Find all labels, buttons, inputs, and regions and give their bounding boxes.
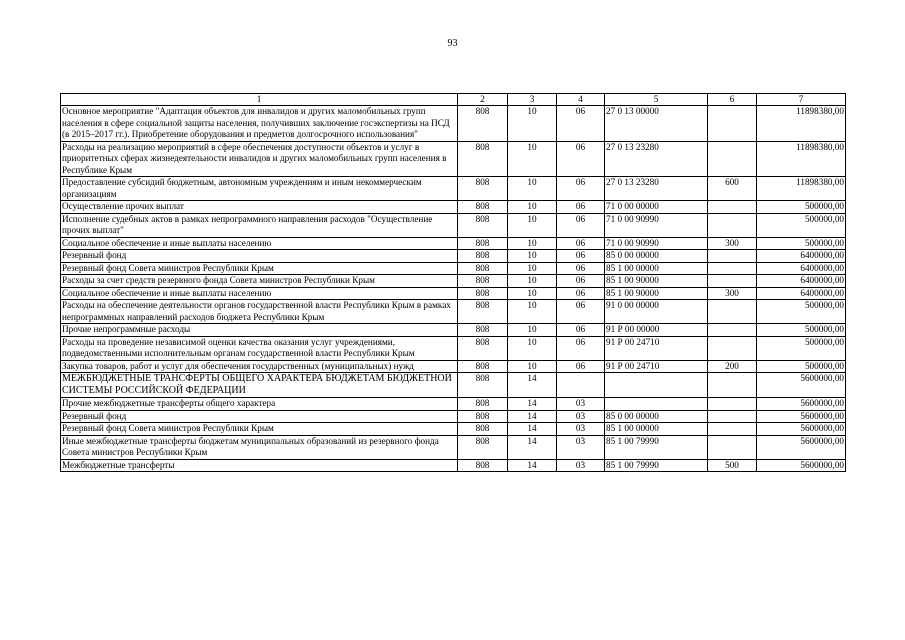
- cell-vr: [708, 300, 757, 324]
- cell-pr: 06: [557, 201, 605, 214]
- table-row: [61, 398, 846, 411]
- cell-grbs: 808: [458, 459, 508, 472]
- cell-rz: 10: [508, 177, 557, 201]
- cell-vr: [708, 262, 757, 275]
- cell-csr: 91 0 00 00000: [605, 300, 708, 324]
- cell-csr: 91 Р 00 00000: [605, 324, 708, 337]
- table-row: [61, 300, 846, 324]
- cell-rz: 10: [508, 336, 557, 360]
- cell-csr: 27 0 13 00000: [605, 106, 708, 142]
- cell-sum: 5600000,00: [757, 459, 846, 472]
- cell-name: Расходы на проведение независимой оценки качества оказания услуг учреждениями, подведомственными исполнительным органам государственной власти Республики Крым: [61, 336, 458, 360]
- cell-name: Расходы на реализацию мероприятий в сфере обеспечения доступности объектов и услуг в приоритетных сферах жизнедеятельности инвалидов и других маломобильных групп населения в Республике Крым: [61, 141, 458, 177]
- page-number: 93: [447, 38, 458, 49]
- cell-sum: 6400000,00: [757, 275, 846, 288]
- header-pr: 4: [557, 94, 605, 106]
- cell-rz: 10: [508, 250, 557, 263]
- cell-name: Резервный фонд Совета министров Республики Крым: [61, 262, 458, 275]
- cell-name: Осуществление прочих выплат: [61, 201, 458, 214]
- cell-grbs: 808: [458, 287, 508, 300]
- cell-name: Резервный фонд Совета министров Республики Крым: [61, 423, 458, 436]
- cell-name: Межбюджетные трансферты: [61, 459, 458, 472]
- cell-vr: [708, 201, 757, 214]
- cell-pr: 06: [557, 287, 605, 300]
- cell-sum: 6400000,00: [757, 250, 846, 263]
- table-row: [61, 324, 846, 337]
- cell-grbs: 808: [458, 141, 508, 177]
- cell-rz: 10: [508, 287, 557, 300]
- cell-csr: 85 1 00 00000: [605, 423, 708, 436]
- cell-sum: 500000,00: [757, 213, 846, 237]
- cell-csr: 91 Р 00 24710: [605, 336, 708, 360]
- header-rz: 3: [508, 94, 557, 106]
- cell-vr: 500: [708, 459, 757, 472]
- cell-sum: 5600000,00: [757, 410, 846, 423]
- cell-name: Прочие непрограммные расходы: [61, 324, 458, 337]
- cell-vr: [708, 250, 757, 263]
- cell-sum: 6400000,00: [757, 262, 846, 275]
- cell-vr: [708, 324, 757, 337]
- cell-rz: 14: [508, 373, 557, 398]
- cell-grbs: 808: [458, 106, 508, 142]
- header-vr: 6: [708, 94, 757, 106]
- cell-rz: 14: [508, 435, 557, 459]
- table-row: [61, 410, 846, 423]
- cell-grbs: 808: [458, 250, 508, 263]
- cell-grbs: 808: [458, 201, 508, 214]
- table-row: [61, 459, 846, 472]
- cell-grbs: 808: [458, 336, 508, 360]
- cell-rz: 10: [508, 201, 557, 214]
- cell-pr: 06: [557, 250, 605, 263]
- cell-name: Расходы за счет средств резервного фонда Совета министров Республики Крым: [61, 275, 458, 288]
- table-row: [61, 250, 846, 263]
- table-row: [61, 201, 846, 214]
- table-row: [61, 275, 846, 288]
- cell-csr: 71 0 00 00000: [605, 201, 708, 214]
- cell-pr: 06: [557, 213, 605, 237]
- budget-table: [60, 93, 846, 472]
- cell-rz: 10: [508, 262, 557, 275]
- cell-name: Предоставление субсидий бюджетным, автономным учреждениям и иным некоммерческим организациям: [61, 177, 458, 201]
- cell-rz: 10: [508, 141, 557, 177]
- cell-rz: 10: [508, 213, 557, 237]
- cell-vr: [708, 141, 757, 177]
- cell-sum: 11898380,00: [757, 106, 846, 142]
- cell-vr: [708, 410, 757, 423]
- cell-sum: 5600000,00: [757, 435, 846, 459]
- cell-pr: 03: [557, 423, 605, 436]
- cell-pr: 06: [557, 106, 605, 142]
- cell-vr: [708, 106, 757, 142]
- cell-csr: 85 1 00 90000: [605, 275, 708, 288]
- table-row: [61, 336, 846, 360]
- cell-sum: 500000,00: [757, 201, 846, 214]
- cell-name: Иные межбюджетные трансферты бюджетам муниципальных образований из резервного фонда Совета министров Республики Крым: [61, 435, 458, 459]
- cell-csr: 91 Р 00 24710: [605, 360, 708, 373]
- table-row: [61, 360, 846, 373]
- cell-vr: [708, 213, 757, 237]
- cell-grbs: 808: [458, 262, 508, 275]
- cell-name: Основное мероприятие "Адаптация объектов для инвалидов и других маломобильных групп населения в сфере социальной защиты населения, получивших заключение госэкспертизы на ПСД (в 2015–2017 гг.). Приобретение оборудования и предметов долгосрочного использования": [61, 106, 458, 142]
- cell-grbs: 808: [458, 410, 508, 423]
- cell-sum: 11898380,00: [757, 141, 846, 177]
- cell-vr: 300: [708, 287, 757, 300]
- cell-sum: 500000,00: [757, 300, 846, 324]
- cell-grbs: 808: [458, 435, 508, 459]
- cell-sum: 6400000,00: [757, 287, 846, 300]
- cell-pr: 06: [557, 262, 605, 275]
- header-row: [61, 94, 846, 106]
- header-grbs: 2: [458, 94, 508, 106]
- header-name: 1: [61, 94, 458, 106]
- cell-csr: [605, 373, 708, 398]
- cell-pr: 03: [557, 459, 605, 472]
- cell-pr: 06: [557, 177, 605, 201]
- cell-vr: [708, 275, 757, 288]
- header-csr: 5: [605, 94, 708, 106]
- cell-grbs: 808: [458, 213, 508, 237]
- cell-grbs: 808: [458, 360, 508, 373]
- cell-name: Социальное обеспечение и иные выплаты населению: [61, 237, 458, 250]
- cell-grbs: 808: [458, 300, 508, 324]
- cell-name: Резервный фонд: [61, 250, 458, 263]
- cell-sum: 500000,00: [757, 237, 846, 250]
- cell-csr: 85 0 00 00000: [605, 410, 708, 423]
- cell-sum: 5600000,00: [757, 423, 846, 436]
- table-row: [61, 141, 846, 177]
- cell-grbs: 808: [458, 324, 508, 337]
- cell-pr: 03: [557, 410, 605, 423]
- cell-vr: [708, 435, 757, 459]
- cell-pr: 03: [557, 398, 605, 411]
- cell-vr: [708, 423, 757, 436]
- cell-rz: 10: [508, 275, 557, 288]
- cell-rz: 14: [508, 459, 557, 472]
- cell-grbs: 808: [458, 237, 508, 250]
- cell-grbs: 808: [458, 398, 508, 411]
- header-sum: 7: [757, 94, 846, 106]
- cell-rz: 10: [508, 237, 557, 250]
- cell-pr: [557, 373, 605, 398]
- table-row: [61, 213, 846, 237]
- cell-sum: 500000,00: [757, 324, 846, 337]
- cell-sum: 500000,00: [757, 336, 846, 360]
- cell-csr: 85 0 00 00000: [605, 250, 708, 263]
- cell-vr: 600: [708, 177, 757, 201]
- cell-rz: 14: [508, 423, 557, 436]
- cell-rz: 14: [508, 398, 557, 411]
- cell-pr: 06: [557, 141, 605, 177]
- cell-pr: 06: [557, 275, 605, 288]
- cell-rz: 10: [508, 106, 557, 142]
- cell-pr: 06: [557, 336, 605, 360]
- cell-csr: 85 1 00 00000: [605, 262, 708, 275]
- cell-rz: 10: [508, 360, 557, 373]
- cell-csr: 85 1 00 79990: [605, 435, 708, 459]
- table-row: [61, 177, 846, 201]
- table-row: [61, 262, 846, 275]
- cell-pr: 06: [557, 300, 605, 324]
- cell-name: Социальное обеспечение и иные выплаты населению: [61, 287, 458, 300]
- cell-vr: [708, 336, 757, 360]
- cell-grbs: 808: [458, 275, 508, 288]
- cell-sum: 11898380,00: [757, 177, 846, 201]
- cell-csr: [605, 398, 708, 411]
- table-row: [61, 287, 846, 300]
- cell-name: МЕЖБЮДЖЕТНЫЕ ТРАНСФЕРТЫ ОБЩЕГО ХАРАКТЕРА БЮДЖЕТАМ БЮДЖЕТНОЙ СИСТЕМЫ РОССИЙСКОЙ ФЕДЕРАЦИИ: [61, 373, 458, 398]
- table-row: [61, 237, 846, 250]
- cell-csr: 71 0 00 90990: [605, 237, 708, 250]
- cell-sum: 5600000,00: [757, 373, 846, 398]
- cell-rz: 14: [508, 410, 557, 423]
- cell-name: Резервный фонд: [61, 410, 458, 423]
- cell-csr: 85 1 00 90000: [605, 287, 708, 300]
- cell-pr: 06: [557, 324, 605, 337]
- cell-csr: 71 0 00 90990: [605, 213, 708, 237]
- cell-vr: [708, 373, 757, 398]
- cell-vr: 300: [708, 237, 757, 250]
- table-row: [61, 373, 846, 398]
- cell-grbs: 808: [458, 423, 508, 436]
- cell-grbs: 808: [458, 177, 508, 201]
- cell-rz: 10: [508, 300, 557, 324]
- table-row: [61, 106, 846, 142]
- cell-pr: 06: [557, 360, 605, 373]
- cell-csr: 85 1 00 79990: [605, 459, 708, 472]
- cell-name: Закупка товаров, работ и услуг для обеспечения государственных (муниципальных) нужд: [61, 360, 458, 373]
- cell-name: Прочие межбюджетные трансферты общего характера: [61, 398, 458, 411]
- cell-name: Расходы на обеспечение деятельности органов государственной власти Республики Крым в рамках непрограммных направлений расходов бюджета Республики Крым: [61, 300, 458, 324]
- cell-grbs: 808: [458, 373, 508, 398]
- cell-vr: [708, 398, 757, 411]
- cell-pr: 03: [557, 435, 605, 459]
- cell-pr: 06: [557, 237, 605, 250]
- table-row: [61, 423, 846, 436]
- cell-vr: 200: [708, 360, 757, 373]
- cell-rz: 10: [508, 324, 557, 337]
- cell-name: Исполнение судебных актов в рамках непрограммного направления расходов "Осуществление прочих выплат": [61, 213, 458, 237]
- cell-sum: 500000,00: [757, 360, 846, 373]
- table-row: [61, 435, 846, 459]
- cell-sum: 5600000,00: [757, 398, 846, 411]
- cell-csr: 27 0 13 23280: [605, 141, 708, 177]
- cell-csr: 27 0 13 23280: [605, 177, 708, 201]
